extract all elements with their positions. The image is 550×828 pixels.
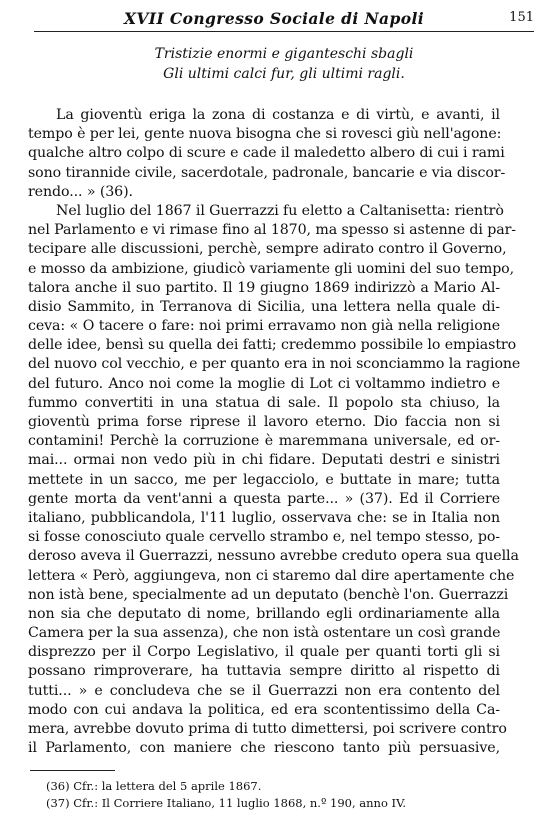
text-line: disprezzo per il Corpo Legislativo, il quale per quanti torti gli si [28, 644, 500, 661]
text-line: del futuro. Anco noi come la moglie di Lot ci voltammo indietro e [28, 375, 500, 392]
text-line: tempo è per lei, gente nuova bisogna che si rovesci giù nell'agone: [28, 126, 502, 143]
text-line: fummo convertiti in una statua di sale. Il popolo sta chiuso, la [28, 394, 500, 411]
page-header [34, 9, 534, 35]
text-line: tutti... » e concludeva che se il Guerrazzi non era contento del [28, 682, 500, 699]
text-line: mera, avrebbe dovuto prima di tutto dimettersi, poi scrivere contro [28, 721, 507, 737]
epigraph-line: Gli ultimi calci fur, gli ultimi ragli. [163, 66, 405, 82]
text-line: qualche altro colpo di scure e cade il maledetto albero di cui i rami [28, 145, 505, 162]
text-line: contamini! Perchè la corruzione è maremmana universale, ed or- [28, 433, 500, 450]
body-text [28, 106, 521, 758]
text-line: non istà bene, specialmente ad un deputato (benchè l'on. Guerrazzi [28, 586, 509, 603]
text-line: La gioventù eriga la zona di costanza e di virtù, e avanti, il [56, 107, 500, 123]
text-line: disio Sammito, in Terranova di Sicilia, una lettera nella quale di- [28, 298, 500, 315]
page-number: 151 [509, 10, 534, 25]
text-line: delle idee, bensì su quella dei fatti; credemmo possibile lo empiastro [28, 337, 517, 354]
text-line: modo con cui andava la politica, ed era scontentissimo della Ca- [28, 701, 500, 718]
text-line: del nuovo col vecchio, e per quanto era in noi sconciammo la ragione [28, 356, 521, 373]
text-line: ceva: « O tacere o fare: noi primi erravamo non già nella religione [28, 318, 500, 335]
text-line: mettete in un sacco, me per legacciolo, e buttate in mare; tutta [28, 471, 500, 488]
running-title: XVII Congresso Sociale di Napoli [123, 9, 425, 28]
text-line: rendo... » (36). [28, 183, 133, 200]
header-rule [34, 31, 534, 32]
text-line: il Parlamento, con maniere che riescono tanto più persuasive, [28, 740, 500, 757]
text-line: italiano, pubblicandola, l'11 luglio, osservava che: se in Italia non [28, 509, 500, 526]
text-line: si fosse conosciuto quale cervello strambo e, nel tempo stesso, po- [28, 529, 500, 546]
text-line: mai... ormai non vedo più in chi fidare. Deputati destri e sinistri [28, 452, 500, 469]
footnotes [46, 778, 506, 812]
text-line: non sia che deputato di nome, brillando egli ordinariamente alla [28, 605, 500, 622]
text-line: talora anche il suo partito. Il 19 giugno 1869 indirizzò a Mario Al- [28, 279, 500, 296]
text-line: e mosso da ambizione, giudicò variamente gli uomini del suo tempo, [28, 260, 515, 277]
epigraph [34, 44, 534, 84]
text-line: gente morta da vent'anni a questa parte... » (37). Ed il Corriere [28, 490, 500, 507]
text-line: Nel luglio del 1867 il Guerrazzi fu eletto a Caltanisetta: rientrò [56, 202, 504, 219]
text-line: possano rimproverare, ha tuttavia sempre diritto al rispetto di [28, 663, 500, 680]
epigraph-line: Tristizie enormi e giganteschi sbagli [154, 46, 414, 62]
text-line: lettera « Però, aggiungeva, non ci staremo dal dire apertamente che [28, 567, 515, 584]
text-line: deroso aveva il Guerrazzi, nessuno avrebbe creduto opera sua quella [28, 548, 519, 565]
text-line: tecipare alle discussioni, perchè, sempre adirato contro il Governo, [28, 241, 507, 258]
text-line: gioventù prima forse riprese il lavoro eterno. Dio faccia non si [28, 414, 500, 430]
footnote-rule [30, 770, 115, 771]
footnote: (36) Cfr.: la lettera del 5 aprile 1867. [46, 779, 262, 793]
text-line: nel Parlamento e vi rimase fino al 1870, ma spesso si astenne di par- [28, 222, 516, 239]
text-line: sono tirannide civile, sacerdotale, padronale, bancarie e via discor- [28, 164, 506, 181]
text-line: Camera per la sua assenza), che non istà ostentare un così grande [28, 625, 501, 642]
footnote: (37) Cfr.: Il Corriere Italiano, 11 luglio 1868, n.º 190, anno IV. [46, 796, 407, 810]
